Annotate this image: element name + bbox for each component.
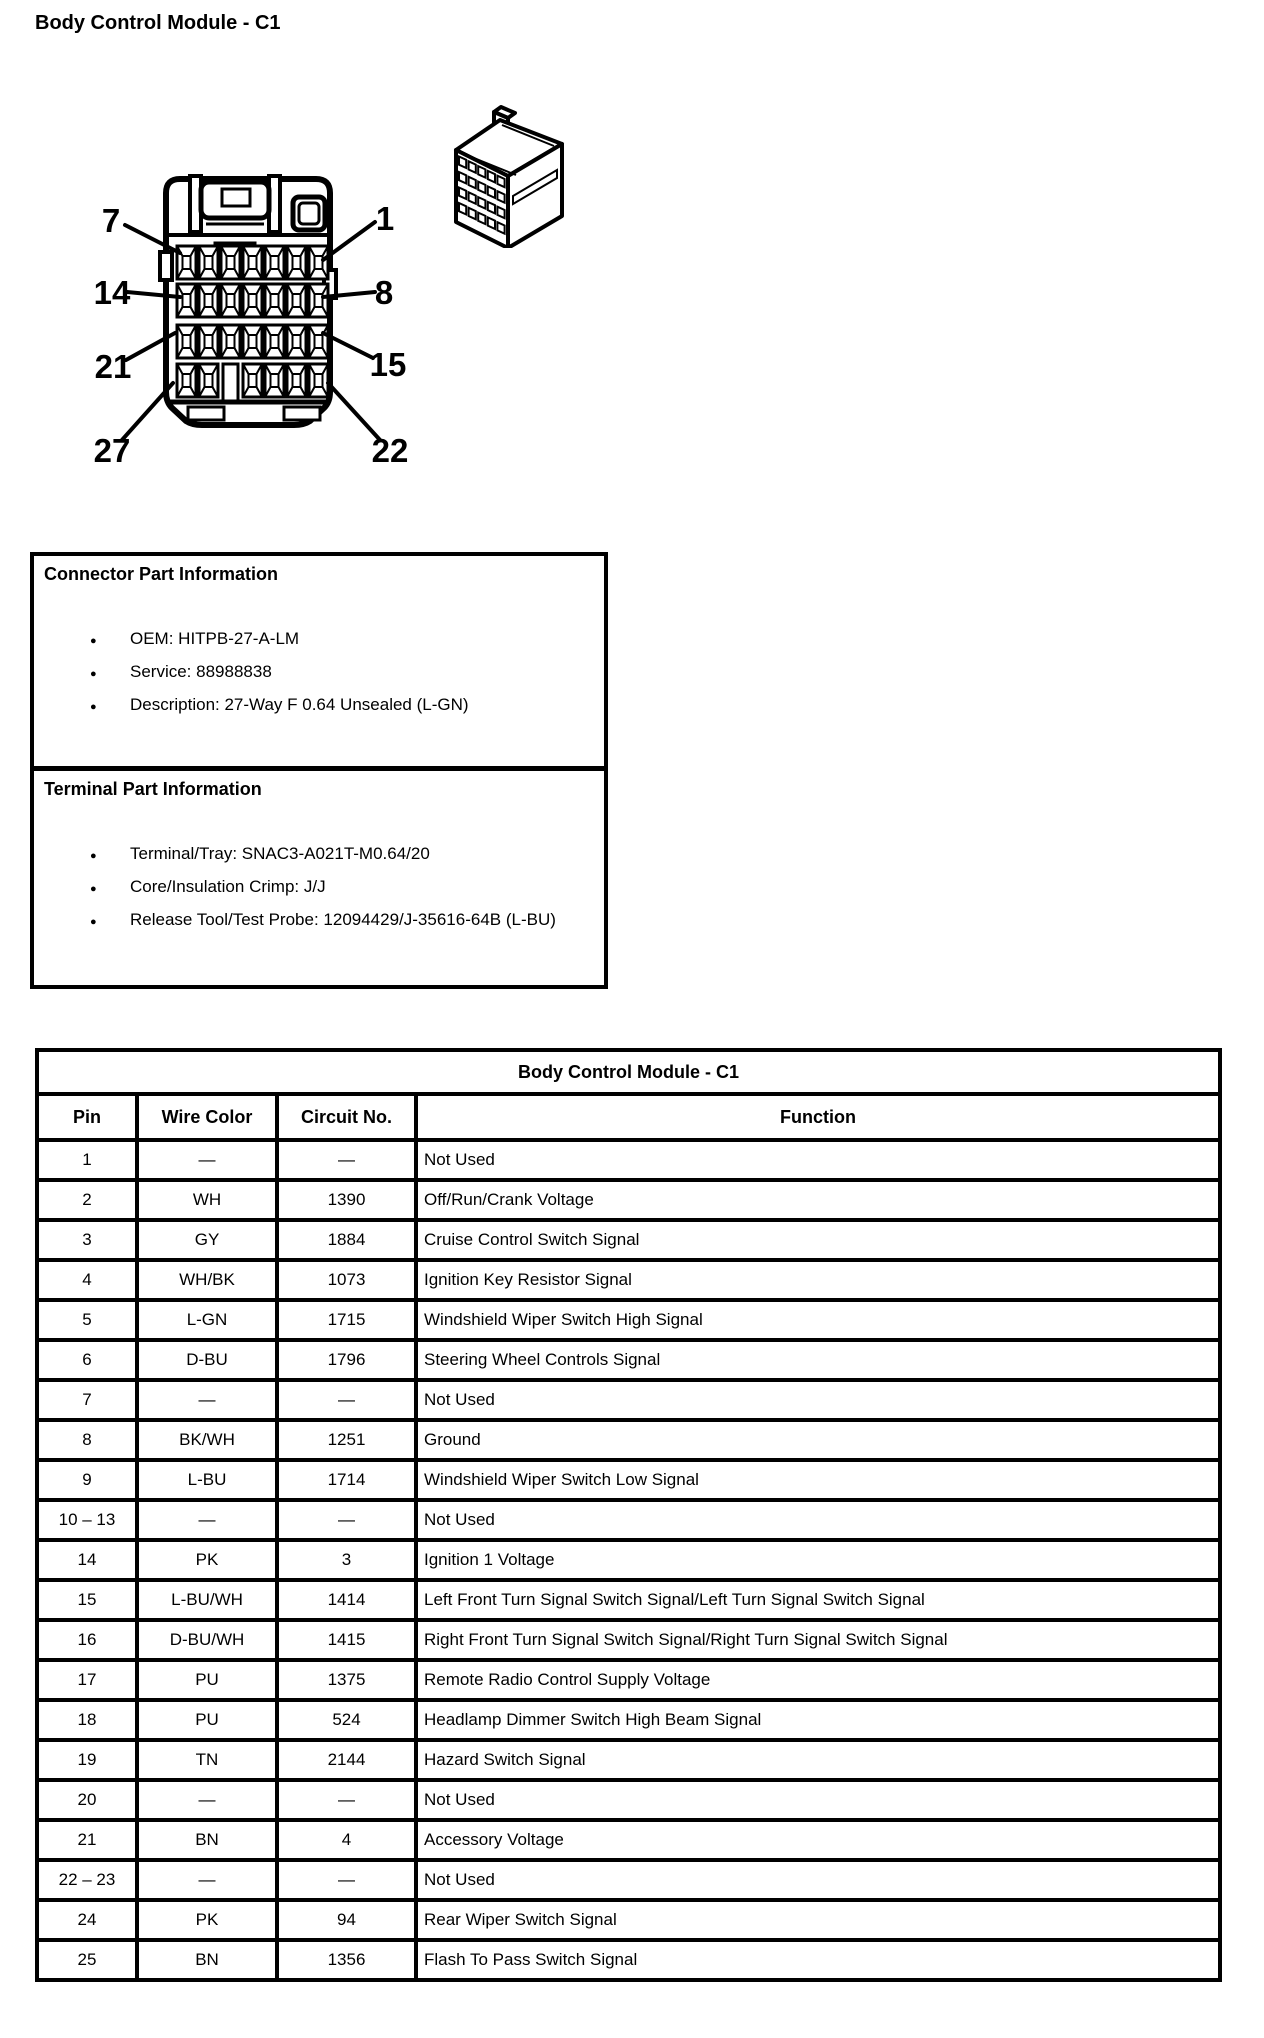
pin-label-7: 7	[101, 202, 121, 239]
function-cell: Off/Run/Crank Voltage	[416, 1180, 1220, 1220]
pinout-table	[35, 1048, 1222, 1982]
circuit-no-cell: 1714	[277, 1460, 416, 1500]
pin-hole-3d	[497, 176, 504, 188]
pin-hole-3d	[469, 192, 476, 204]
function-cell: Remote Radio Control Supply Voltage	[416, 1660, 1220, 1700]
table-row	[37, 1540, 1220, 1580]
pin-cavity-inner	[183, 256, 191, 269]
circuit-no-cell: 2144	[277, 1740, 416, 1780]
pin-cavity-inner	[293, 374, 301, 387]
bullet-item: ● Terminal/Tray: SNAC3-A021T-M0.64/20	[90, 844, 594, 863]
connector-face-diagram	[90, 140, 440, 470]
pin-cell: 20	[37, 1780, 137, 1820]
pin-cell: 17	[37, 1660, 137, 1700]
circuit-no-cell: 94	[277, 1900, 416, 1940]
table-row	[37, 1740, 1220, 1780]
pin-cell: 16	[37, 1620, 137, 1660]
function-cell: Not Used	[416, 1140, 1220, 1180]
pin-cell: 21	[37, 1820, 137, 1860]
wire-color-cell: PU	[137, 1660, 277, 1700]
circuit-no-cell: —	[277, 1780, 416, 1820]
function-cell: Not Used	[416, 1380, 1220, 1420]
pin-cavity-inner	[249, 335, 257, 348]
bullet-item: ● OEM: HITPB-27-A-LM	[90, 629, 594, 648]
terminal-part-info-list	[44, 844, 594, 929]
page-title: Body Control Module - C1	[35, 12, 281, 34]
pin-cell: 22 – 23	[37, 1860, 137, 1900]
circuit-no-cell: —	[277, 1860, 416, 1900]
pin-cell: 5	[37, 1300, 137, 1340]
bullet-item: ● Release Tool/Test Probe: 12094429/J-35616-64B (L-BU)	[90, 910, 594, 929]
pin-label-1: 1	[375, 200, 395, 237]
circuit-no-cell: 4	[277, 1820, 416, 1860]
circuit-no-cell: 1073	[277, 1260, 416, 1300]
pin-cavity-inner	[183, 294, 191, 307]
circuit-no-cell: —	[277, 1500, 416, 1540]
pin-cavity-inner	[227, 256, 235, 269]
pin-hole-3d	[488, 186, 495, 198]
table-body	[37, 1140, 1220, 1980]
table-row	[37, 1500, 1220, 1540]
function-cell: Flash To Pass Switch Signal	[416, 1940, 1220, 1980]
pin-hole-3d	[469, 177, 476, 189]
key-slot	[223, 364, 238, 401]
circuit-no-cell: 1414	[277, 1580, 416, 1620]
table-row	[37, 1220, 1220, 1260]
pin-hole-3d	[478, 182, 485, 194]
pin-hole-3d	[478, 166, 485, 178]
pin-cell: 15	[37, 1580, 137, 1620]
circuit-no-cell: 524	[277, 1700, 416, 1740]
pin-hole-3d	[459, 157, 466, 169]
function-cell: Headlamp Dimmer Switch High Beam Signal	[416, 1700, 1220, 1740]
pin-cell: 2	[37, 1180, 137, 1220]
wire-color-cell: L-BU/WH	[137, 1580, 277, 1620]
pin-label-8: 8	[374, 274, 394, 311]
circuit-no-cell: 1375	[277, 1660, 416, 1700]
lock-window-inner	[299, 203, 319, 224]
table-row	[37, 1620, 1220, 1660]
bottom-tab-right	[284, 407, 320, 420]
pin-cell: 8	[37, 1420, 137, 1460]
pin-hole-3d	[459, 172, 466, 184]
pin-label-21: 21	[94, 348, 132, 385]
pin-cavity-inner	[271, 294, 279, 307]
table-row	[37, 1900, 1220, 1940]
function-cell: Steering Wheel Controls Signal	[416, 1340, 1220, 1380]
pin-cavity-inner	[249, 294, 257, 307]
pin-hole-3d	[478, 213, 485, 225]
wire-color-cell: L-GN	[137, 1300, 277, 1340]
pin-cell: 1	[37, 1140, 137, 1180]
bottom-tab-left	[188, 407, 224, 420]
pin-cavity-inner	[271, 335, 279, 348]
function-cell: Hazard Switch Signal	[416, 1740, 1220, 1780]
function-cell: Windshield Wiper Switch Low Signal	[416, 1460, 1220, 1500]
pin-label-15: 15	[369, 346, 407, 383]
wire-color-cell: WH	[137, 1180, 277, 1220]
bullet-item: ● Core/Insulation Crimp: J/J	[90, 877, 594, 896]
circuit-no-cell: 1251	[277, 1420, 416, 1460]
pin-cell: 24	[37, 1900, 137, 1940]
pin-cavity-inner	[249, 256, 257, 269]
pin-cavity-inner	[183, 374, 191, 387]
wire-color-cell: PU	[137, 1700, 277, 1740]
table-row	[37, 1460, 1220, 1500]
pin-cell: 6	[37, 1340, 137, 1380]
pin-cell: 14	[37, 1540, 137, 1580]
pin-hole-3d	[469, 208, 476, 220]
latch-tab-inner	[222, 189, 250, 206]
col-header-pin: Pin	[37, 1094, 137, 1140]
wire-color-cell: L-BU	[137, 1460, 277, 1500]
pin-cell: 9	[37, 1460, 137, 1500]
pin-hole-3d	[478, 197, 485, 209]
function-cell: Ignition 1 Voltage	[416, 1540, 1220, 1580]
function-cell: Not Used	[416, 1500, 1220, 1540]
wire-color-cell: D-BU	[137, 1340, 277, 1380]
wire-color-cell: PK	[137, 1900, 277, 1940]
pin-cavity-inner	[205, 374, 213, 387]
circuit-no-cell: 1390	[277, 1180, 416, 1220]
pin-hole-3d	[497, 222, 504, 234]
wire-color-cell: TN	[137, 1740, 277, 1780]
bullet-item: ● Description: 27-Way F 0.64 Unsealed (L-GN)	[90, 695, 594, 714]
pin-hole-3d	[488, 171, 495, 183]
table-row	[37, 1340, 1220, 1380]
wire-color-cell: —	[137, 1380, 277, 1420]
connector-3d-svg	[450, 98, 568, 248]
table-row	[37, 1860, 1220, 1900]
terminal-part-info-section	[34, 771, 604, 985]
pin-cavity-inner	[271, 256, 279, 269]
table-row	[37, 1380, 1220, 1420]
wire-color-cell: GY	[137, 1220, 277, 1260]
pin-label-22: 22	[371, 432, 409, 469]
table-row	[37, 1820, 1220, 1860]
table-row	[37, 1260, 1220, 1300]
wire-color-cell: —	[137, 1140, 277, 1180]
connector-part-info-title: Connector Part Information	[44, 564, 279, 584]
pin-cell: 25	[37, 1940, 137, 1980]
table-row	[37, 1420, 1220, 1460]
circuit-no-cell: —	[277, 1140, 416, 1180]
pin-cell: 7	[37, 1380, 137, 1420]
table-row	[37, 1780, 1220, 1820]
function-cell: Not Used	[416, 1860, 1220, 1900]
wire-color-cell: WH/BK	[137, 1260, 277, 1300]
table-row	[37, 1940, 1220, 1980]
wire-color-cell: BN	[137, 1820, 277, 1860]
col-header-circuit: Circuit No.	[277, 1094, 416, 1140]
pin-hole-3d	[459, 188, 466, 200]
circuit-no-cell: 1356	[277, 1940, 416, 1980]
pin-hole-3d	[488, 202, 495, 214]
col-header-wire: Wire Color	[137, 1094, 277, 1140]
pin-label-27: 27	[93, 432, 131, 469]
pin-cavity-inner	[315, 374, 323, 387]
pin-cavity-inner	[183, 335, 191, 348]
function-cell: Ignition Key Resistor Signal	[416, 1260, 1220, 1300]
table-title: Body Control Module - C1	[37, 1050, 1220, 1094]
wire-color-cell: —	[137, 1500, 277, 1540]
circuit-no-cell: 1884	[277, 1220, 416, 1260]
circuit-no-cell: 1796	[277, 1340, 416, 1380]
pin-cavity-inner	[205, 256, 213, 269]
terminal-part-info-title: Terminal Part Information	[44, 779, 262, 799]
wire-color-cell: PK	[137, 1540, 277, 1580]
pin-hole-3d	[497, 207, 504, 219]
pin-cell: 18	[37, 1700, 137, 1740]
pin-cavity-inner	[227, 294, 235, 307]
table-row	[37, 1700, 1220, 1740]
circuit-no-cell: —	[277, 1380, 416, 1420]
connector-part-info-list	[44, 629, 594, 714]
function-cell: Ground	[416, 1420, 1220, 1460]
part-information-box	[30, 552, 608, 989]
circuit-no-cell: 1415	[277, 1620, 416, 1660]
wire-color-cell: BK/WH	[137, 1420, 277, 1460]
circuit-no-cell: 3	[277, 1540, 416, 1580]
pin-cell: 4	[37, 1260, 137, 1300]
pin-cavity-inner	[293, 294, 301, 307]
wire-color-cell: D-BU/WH	[137, 1620, 277, 1660]
pin-cavity-inner	[315, 256, 323, 269]
function-cell: Rear Wiper Switch Signal	[416, 1900, 1220, 1940]
function-cell: Right Front Turn Signal Switch Signal/Right Turn Signal Switch Signal	[416, 1620, 1220, 1660]
function-cell: Accessory Voltage	[416, 1820, 1220, 1860]
pin-cavity-inner	[293, 256, 301, 269]
connector-part-info-section	[34, 556, 604, 771]
pin-hole-3d	[459, 203, 466, 215]
pin-cavity-inner	[315, 335, 323, 348]
table-title-row	[37, 1050, 1220, 1094]
pin-cavity-inner	[227, 335, 235, 348]
pin-cavity-inner	[249, 374, 257, 387]
table-row	[37, 1180, 1220, 1220]
wire-color-cell: —	[137, 1860, 277, 1900]
pin-label-14: 14	[93, 274, 131, 311]
table-row	[37, 1140, 1220, 1180]
circuit-no-cell: 1715	[277, 1300, 416, 1340]
wire-color-cell: —	[137, 1780, 277, 1820]
function-cell: Not Used	[416, 1780, 1220, 1820]
pin-hole-3d	[469, 161, 476, 173]
wire-color-cell: BN	[137, 1940, 277, 1980]
function-cell: Windshield Wiper Switch High Signal	[416, 1300, 1220, 1340]
col-header-function: Function	[416, 1094, 1220, 1140]
pin-cell: 3	[37, 1220, 137, 1260]
pin-hole-3d	[488, 217, 495, 229]
pin-cavity-grid	[177, 246, 328, 401]
table-row	[37, 1660, 1220, 1700]
table-header-row	[37, 1094, 1220, 1140]
pin-cavity-inner	[205, 335, 213, 348]
side-notch-left	[160, 252, 172, 280]
pin-cavity-inner	[271, 374, 279, 387]
pin-hole-3d	[497, 191, 504, 203]
function-cell: Cruise Control Switch Signal	[416, 1220, 1220, 1260]
table-row	[37, 1300, 1220, 1340]
function-cell: Left Front Turn Signal Switch Signal/Left Turn Signal Switch Signal	[416, 1580, 1220, 1620]
pin-cavity-inner	[293, 335, 301, 348]
connector-isometric-view	[450, 98, 568, 248]
pin-cell: 10 – 13	[37, 1500, 137, 1540]
bullet-item: ● Service: 88988838	[90, 662, 594, 681]
table-row	[37, 1580, 1220, 1620]
pin-cell: 19	[37, 1740, 137, 1780]
pin-cavity-inner	[205, 294, 213, 307]
connector-pinout-svg	[90, 140, 440, 470]
